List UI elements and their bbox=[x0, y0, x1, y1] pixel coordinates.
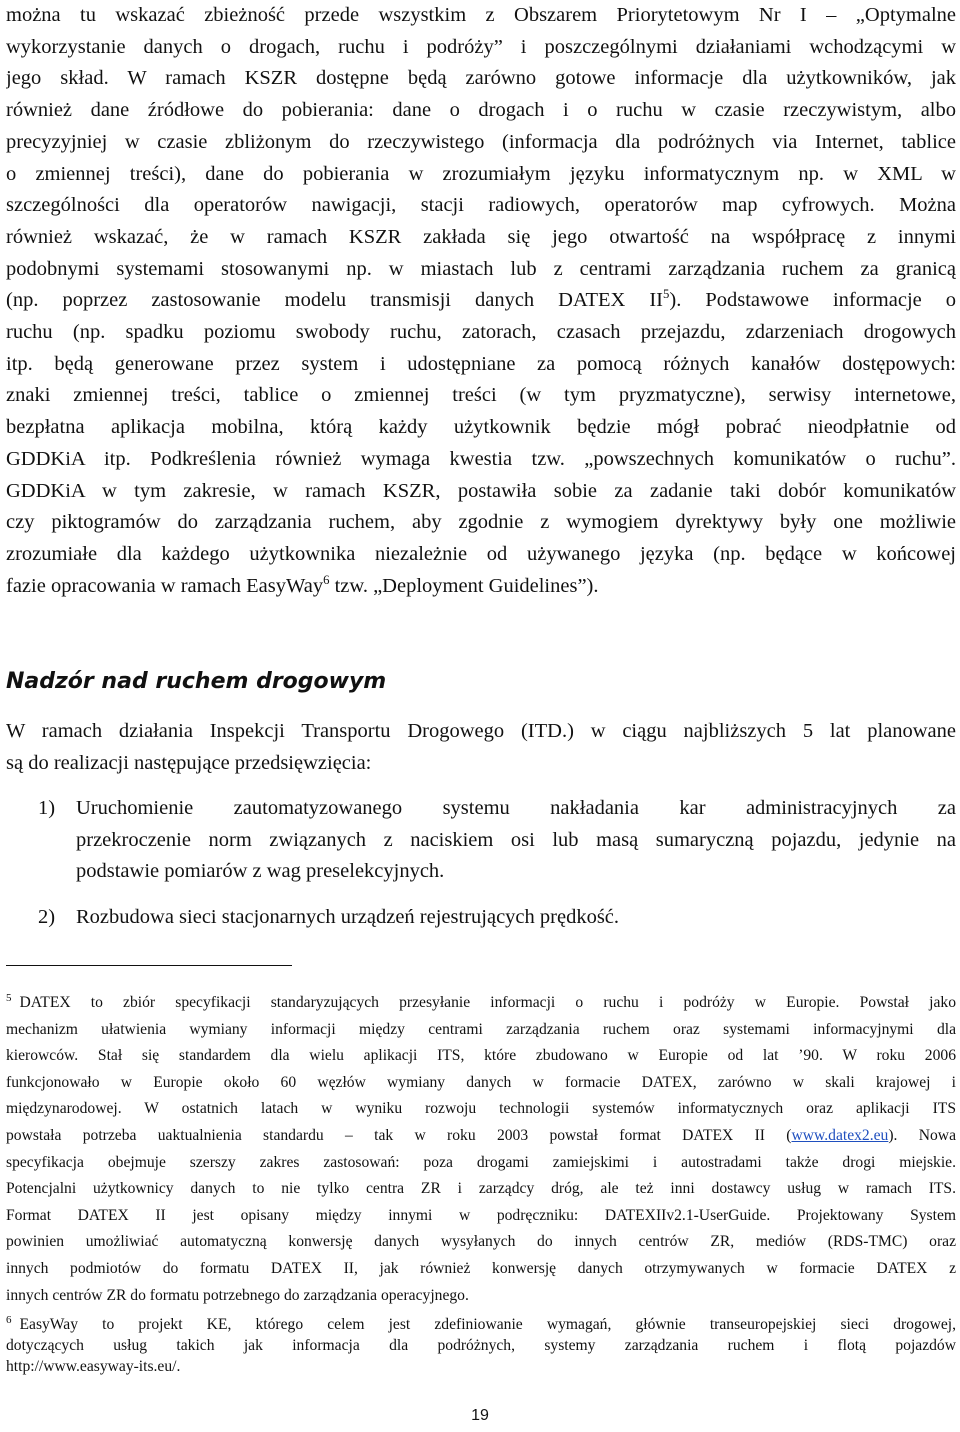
text-line: podstawie pomiarów z wag preselekcyjnych. bbox=[76, 860, 445, 883]
footnote-separator bbox=[6, 965, 292, 966]
text-fragment: (np. poprzez zastosowanie modelu transmisji danych DATEX II bbox=[6, 289, 664, 312]
text-fragment: ). Podstawowe informacje o bbox=[669, 289, 956, 312]
text-line bbox=[6, 1310, 956, 1335]
text-line: itp. będą generowane przez system i udostępniane za pomocą różnych kanałów dostępowych: bbox=[6, 352, 956, 375]
text-line: precyzyjniej w czasie zbliżonym do rzeczywistego (informacja dla podróżnych via Internet, tablice bbox=[6, 130, 956, 153]
text-fragment: ). Nowa bbox=[888, 1126, 956, 1144]
footnote-mark: 5 bbox=[6, 992, 12, 1004]
text-line: jego skład. W ramach KSZR dostępne będą zarówno gotowe informacje dla użytkowników, jak bbox=[6, 67, 956, 90]
text-fragment: fazie opracowania w ramach EasyWay bbox=[6, 574, 324, 597]
text-line: powinien umożliwiać automatyczną konwersję danych wysyłanych do innych centrów ZR, mediów (RDS-TMC) oraz bbox=[6, 1233, 956, 1251]
text-line: mechanizm ułatwienia wymiany informacji między centrami zarządzania ruchem oraz systemami informacyjnymi dla bbox=[6, 1020, 956, 1038]
text-line: GDDKiA itp. Podkreślenia również wymaga kwestia tzw. „powszechnych komunikatów o ruchu”. bbox=[6, 447, 956, 470]
text-line: znaki zmiennej treści, tablice o zmiennej treści (w tym pryzmatyczne), serwisy internetowe, bbox=[6, 384, 956, 407]
text-line: Format DATEX II jest opisany między innymi w podręczniku: DATEXIIv2.1-UserGuide. Projektowany System bbox=[6, 1206, 956, 1224]
page-number: 19 bbox=[471, 1407, 489, 1424]
text-fragment: EasyWay to projekt KE, którego celem jest zdefiniowanie wymagań, głównie transeuropejskiej sieci drogowej, bbox=[19, 1316, 956, 1334]
numbered-list bbox=[6, 793, 956, 934]
footnote-6 bbox=[6, 1310, 956, 1377]
text-line: zrozumiałe dla każdego użytkownika niezależnie od używanego języka (np. będące w końcowej bbox=[6, 542, 956, 565]
text-line: czy piktogramów do zarządzania ruchem, aby zgodnie z wymogiem dyrektywy były one możliwie bbox=[6, 511, 956, 534]
text-line: ruchu (np. spadku poziomu swobody ruchu, zatorach, czasach przejazdu, zdarzeniach drogowych bbox=[6, 321, 956, 344]
text-fragment: DATEX to zbiór specyfikacji standaryzujących przesyłanie informacji o ruchu i podróży w Europie. Powstał jako bbox=[19, 994, 956, 1011]
list-number: 2) bbox=[38, 906, 56, 929]
text-line: specyfikacja obejmuje szerszy zakres zastosowań: poza drogami zamiejskimi i autostradami także drogi miejskie. bbox=[6, 1153, 956, 1171]
text-line: również dane źródłowe do pobierania: dane o drogach i o ruchu w czasie rzeczywistym, albo bbox=[6, 99, 956, 122]
list-item bbox=[6, 793, 956, 888]
text-line: Potencjalni użytkownicy danych to nie tylko centra ZR i zarządcy dróg, ale też inni dostawcy usług w ramach ITS. bbox=[6, 1180, 956, 1198]
footnote-ref-6[interactable]: 6 bbox=[323, 572, 330, 587]
text-line: Rozbudowa sieci stacjonarnych urządzeń rejestrujących prędkość. bbox=[76, 906, 620, 929]
text-line: można tu wskazać zbieżność przede wszystkim z Obszarem Priorytetowym Nr I – „Optymalne bbox=[6, 4, 956, 26]
text-line: międzynarodowej. W ostatnich latach w wyniku rozwoju technologii systemów informatycznych oraz aplikacji ITS bbox=[6, 1100, 956, 1118]
text-line: bezpłatna aplikacja mobilna, którą każdy użytkownik będzie mógł pobrać nieodpłatnie od bbox=[6, 416, 956, 439]
text-line: szczególności dla operatorów nawigacji, stacji radiowych, operatorów map cyfrowych. Można bbox=[6, 194, 956, 217]
text-line: kierowców. Stał się standardem dla wielu aplikacji ITS, które zbudowano w Europie od lat ’90. W roku 2006 bbox=[6, 1047, 956, 1065]
footnote-mark: 6 bbox=[6, 1314, 12, 1327]
text-line bbox=[6, 985, 956, 1017]
text-line: GDDKiA w tym zakresie, w ramach KSZR, postawiła sobie za zadanie taki dobór komunikatów bbox=[6, 479, 956, 502]
footnote-ref-5[interactable]: 5 bbox=[663, 287, 670, 302]
text-line: dotyczących usług takich jak informacja dla podróżnych, systemy zarządzania ruchem i flotą pojazdów bbox=[6, 1337, 956, 1355]
text-line bbox=[6, 571, 956, 603]
text-line bbox=[6, 285, 956, 317]
section-intro bbox=[6, 716, 956, 779]
text-line: innych podmiotów do formatu DATEX II, jak również konwersję danych otrzymywanych w formacie DATEX z bbox=[6, 1259, 956, 1277]
text-line: funkcjonowało w Europie około 60 węzłów wymiany danych w formacie DATEX, zarówno w skali krajowej i bbox=[6, 1073, 956, 1091]
text-line: również wskazać, że w ramach KSZR zakłada się jego otwartość na współpracę z innymi bbox=[6, 225, 956, 248]
section-heading: Nadzór nad ruchem drogowym bbox=[6, 669, 387, 694]
text-line: przekroczenie norm związanych z naciskiem osi lub masą sumaryczną pojazdu, jedynie na bbox=[76, 828, 956, 851]
text-line: o zmiennej treści), dane do pobierania w zrozumiałym języku informatycznym np. w XML w bbox=[6, 162, 956, 185]
text-line: W ramach działania Inspekcji Transportu Drogowego (ITD.) w ciągu najbliższych 5 lat planowane bbox=[6, 720, 956, 742]
text-line: są do realizacji następujące przedsięwzięcia: bbox=[6, 751, 372, 774]
list-number: 1) bbox=[38, 797, 56, 819]
datex-link[interactable]: www.datex2.eu bbox=[791, 1126, 889, 1144]
text-line: podobnymi systemami stosowanymi np. w miastach lub z centrami zarządzania ruchem za granicą bbox=[6, 257, 956, 280]
text-line: innych centrów ZR do formatu potrzebnego do zarządzania operacyjnego. bbox=[6, 1286, 469, 1304]
footnotes bbox=[6, 985, 956, 1377]
main-paragraph bbox=[6, 0, 956, 602]
easyway-url: http://www.easyway-its.eu/. bbox=[6, 1358, 181, 1376]
text-line: wykorzystanie danych o drogach, ruchu i podróży” i poszczególnymi działaniami wchodzącymi w bbox=[6, 35, 956, 58]
text-line bbox=[6, 1123, 956, 1150]
text-fragment: tzw. „Deployment Guidelines”). bbox=[329, 574, 599, 597]
list-item bbox=[6, 902, 956, 934]
text-line: Uruchomienie zautomatyzowanego systemu nakładania kar administracyjnych za bbox=[76, 797, 956, 819]
text-fragment: powstała potrzeba uaktualnienia standardu – tak w roku 2003 powstał format DATEX II ( bbox=[6, 1126, 792, 1144]
footnote-5 bbox=[6, 985, 956, 1309]
